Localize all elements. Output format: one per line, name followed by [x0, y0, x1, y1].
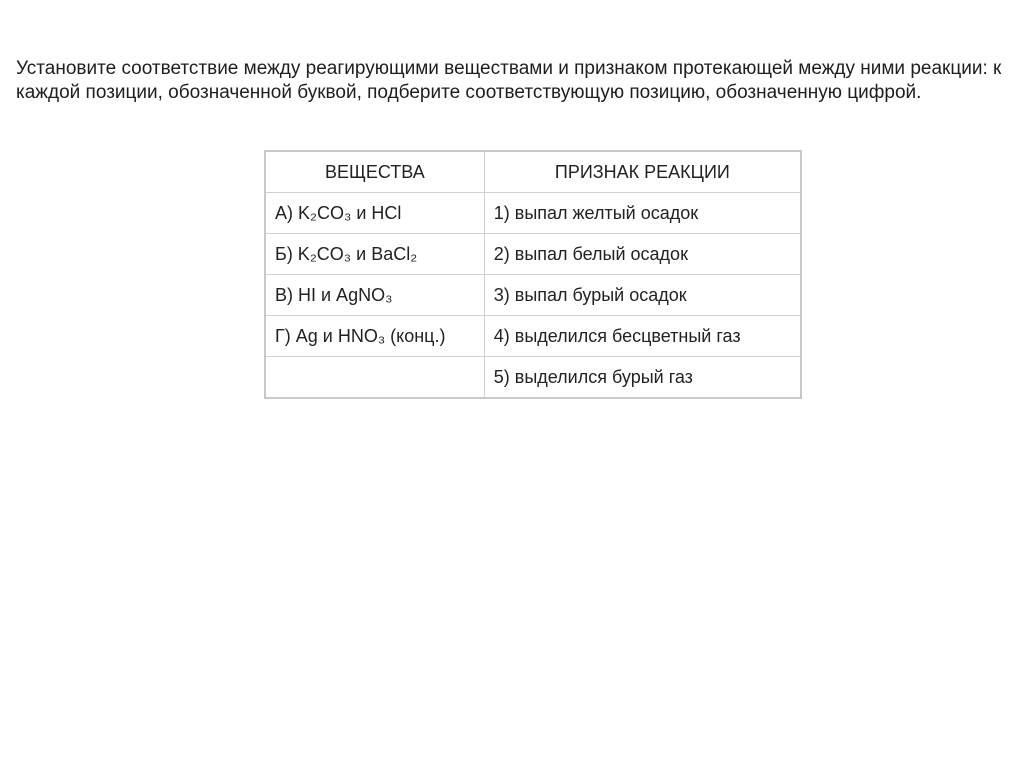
- reaction-sign-cell: 5) выделился бурый газ: [484, 357, 801, 399]
- question-text: Установите соответствие между реагирующими веществами и признаком протекающей между ними реакции: к каждой позиции, обозначенной буквой, подберите соответствующую позицию, обозначенную цифрой.: [16, 58, 1002, 103]
- substance-cell: [265, 357, 484, 399]
- substance-cell: В) HI и AgNO₃: [265, 275, 484, 316]
- table-header-row: [265, 151, 801, 193]
- reaction-sign-cell: 2) выпал белый осадок: [484, 234, 801, 275]
- header-reaction-sign: ПРИЗНАК РЕАКЦИИ: [484, 151, 801, 193]
- table-row: [265, 357, 801, 399]
- substance-cell: Б) K₂CO₃ и BaCl₂: [265, 234, 484, 275]
- reaction-sign-cell: 3) выпал бурый осадок: [484, 275, 801, 316]
- matching-table: [264, 150, 802, 399]
- reaction-sign-cell: 4) выделился бесцветный газ: [484, 316, 801, 357]
- table-row: [265, 234, 801, 275]
- substance-cell: А) K₂CO₃ и HCl: [265, 193, 484, 234]
- table-row: [265, 275, 801, 316]
- reaction-sign-cell: 1) выпал желтый осадок: [484, 193, 801, 234]
- header-substances: ВЕЩЕСТВА: [265, 151, 484, 193]
- table-row: [265, 193, 801, 234]
- substance-cell: Г) Ag и HNO₃ (конц.): [265, 316, 484, 357]
- table-row: [265, 316, 801, 357]
